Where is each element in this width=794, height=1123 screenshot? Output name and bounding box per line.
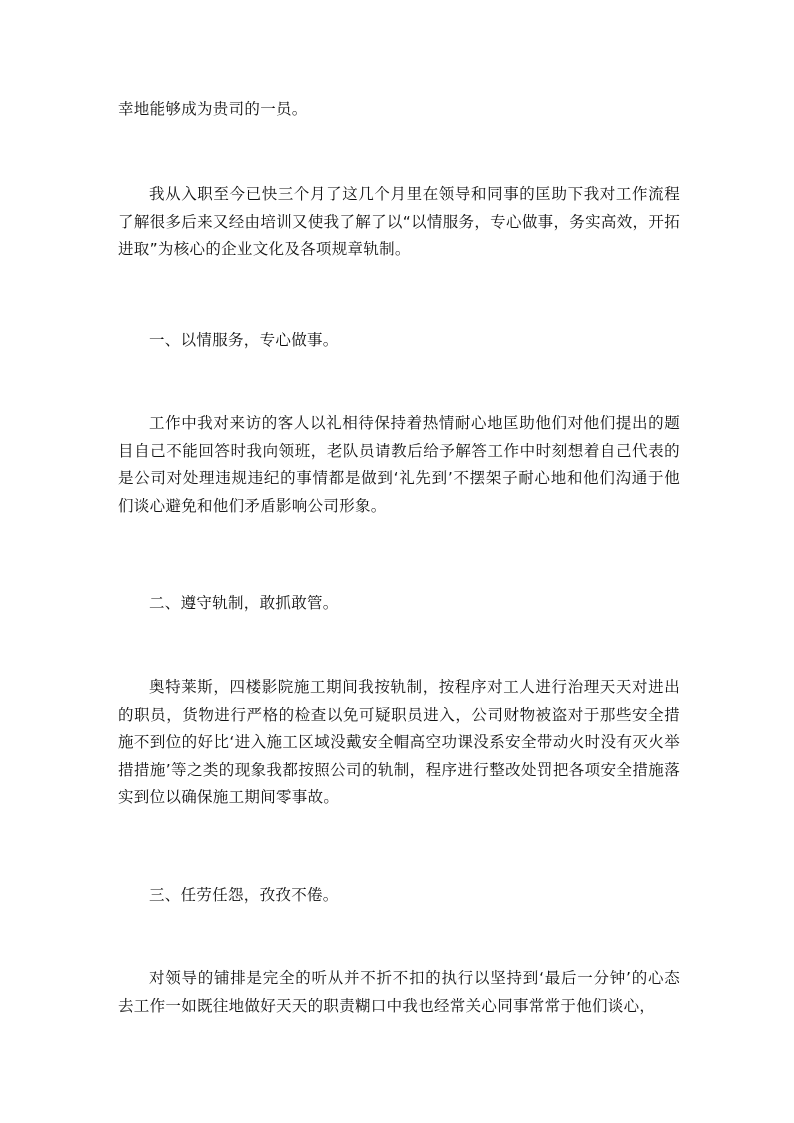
- paragraph-intro: 我从入职至今已快三个月了这几个月里在领导和同事的匡助下我对工作流程了解很多后来又经由培训又使我了解了以“以情服务，专心做事，务实高效，开拓进取”为核心的企业文化及各项规章轨制。: [118, 185, 680, 258]
- heading-section-two: 二、遵守轨制，敢抓敢管。: [149, 594, 339, 612]
- heading-section-one: 一、以情服务，专心做事。: [149, 331, 339, 349]
- paragraph-section-three: 对领导的铺排是完全的听从并不折不扣的执行以坚持到‘最后一分钟’的心态去工作一如既往地做好天天的职责糊口中我也经常关心同事常常于他们谈心，: [118, 969, 680, 1015]
- paragraph-section-two: 奥特莱斯，四楼影院施工期间我按轨制，按程序对工人进行治理天天对进出的职员，货物进行严格的检查以免可疑职员进入，公司财物被盗对于那些安全措施不到位的好比‘进入施工区域没戴安全帽高空功课没系安全带动火时没有灭火举措措施’等之类的现象我都按照公司的轨制，程序进行整改处罚把各项安全措施落实到位以确保施工期间零事故。: [118, 678, 680, 806]
- heading-section-three: 三、任劳任怨，孜孜不倦。: [149, 886, 339, 904]
- paragraph-section-one: 工作中我对来访的客人以礼相待保持着热情耐心地匡助他们对他们提出的题目自己不能回答时我向领班，老队员请教后给予解答工作中时刻想着自己代表的是公司对处理违规违纪的事情都是做到‘礼先到’不摆架子耐心地和他们沟通于他们谈心避免和他们矛盾影响公司形象。: [118, 414, 680, 515]
- paragraph-closing-line: 幸地能够成为贵司的一员。: [118, 100, 308, 118]
